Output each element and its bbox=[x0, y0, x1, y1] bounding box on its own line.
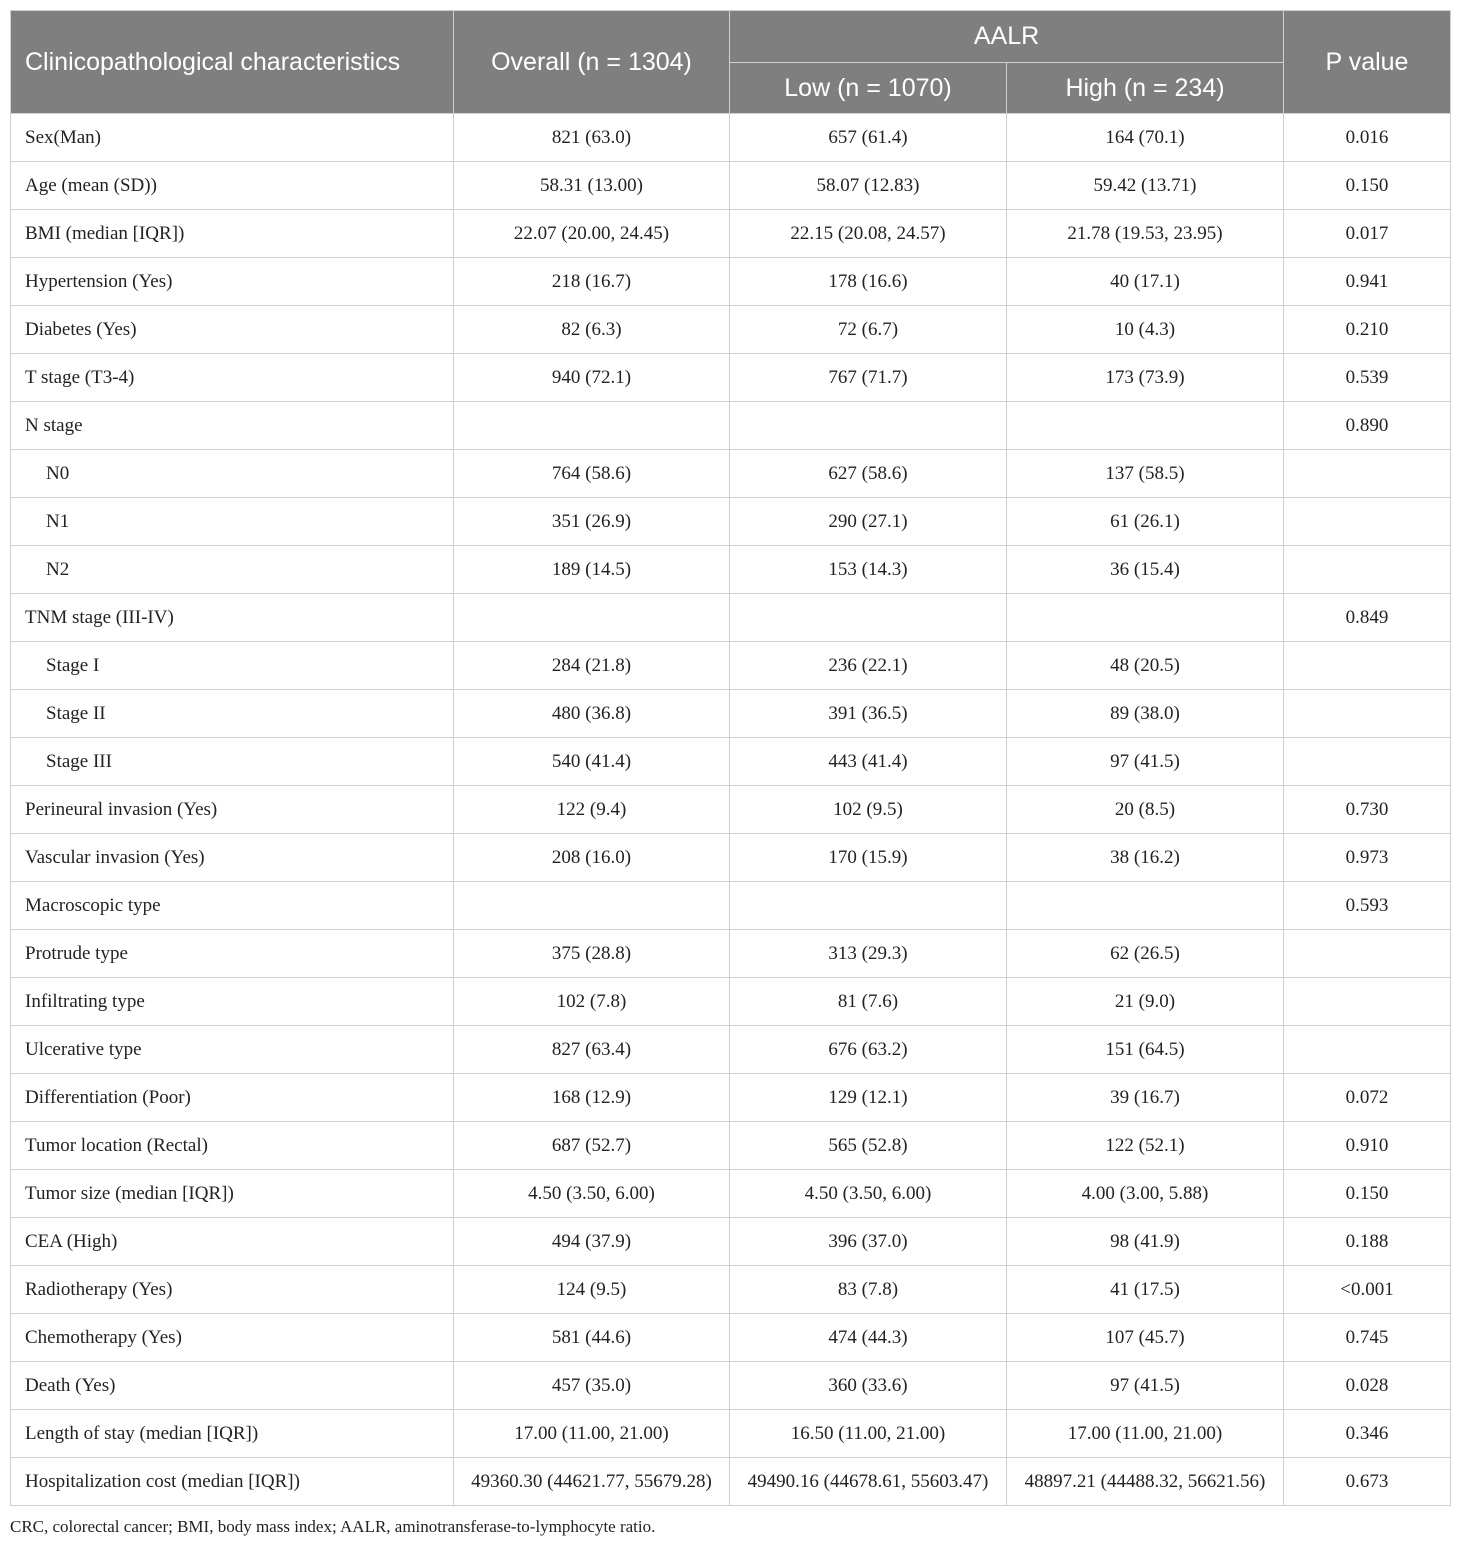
low-cell: 474 (44.3) bbox=[730, 1314, 1007, 1362]
overall-cell: 58.31 (13.00) bbox=[454, 162, 730, 210]
high-cell: 122 (52.1) bbox=[1007, 1122, 1284, 1170]
high-cell: 38 (16.2) bbox=[1007, 834, 1284, 882]
high-cell bbox=[1007, 882, 1284, 930]
table-row bbox=[11, 930, 1451, 978]
overall-cell: 4.50 (3.50, 6.00) bbox=[454, 1170, 730, 1218]
p-value-cell: 0.745 bbox=[1284, 1314, 1451, 1362]
table-container bbox=[10, 10, 1450, 1506]
low-cell bbox=[730, 402, 1007, 450]
high-cell: 97 (41.5) bbox=[1007, 1362, 1284, 1410]
overall-cell bbox=[454, 882, 730, 930]
table-row bbox=[11, 834, 1451, 882]
overall-cell: 17.00 (11.00, 21.00) bbox=[454, 1410, 730, 1458]
row-label-cell: Age (mean (SD)) bbox=[11, 162, 454, 210]
table-row bbox=[11, 1026, 1451, 1074]
low-cell: 236 (22.1) bbox=[730, 642, 1007, 690]
low-cell: 396 (37.0) bbox=[730, 1218, 1007, 1266]
table-row bbox=[11, 210, 1451, 258]
p-value-cell bbox=[1284, 738, 1451, 786]
overall-cell: 480 (36.8) bbox=[454, 690, 730, 738]
p-value-cell: 0.673 bbox=[1284, 1458, 1451, 1506]
p-value-cell bbox=[1284, 642, 1451, 690]
header-overall: Overall (n = 1304) bbox=[454, 11, 730, 114]
p-value-cell: 0.188 bbox=[1284, 1218, 1451, 1266]
p-value-cell bbox=[1284, 930, 1451, 978]
overall-cell: 22.07 (20.00, 24.45) bbox=[454, 210, 730, 258]
overall-cell: 764 (58.6) bbox=[454, 450, 730, 498]
low-cell bbox=[730, 594, 1007, 642]
row-label-cell: N2 bbox=[11, 546, 454, 594]
table-row bbox=[11, 1458, 1451, 1506]
low-cell: 49490.16 (44678.61, 55603.47) bbox=[730, 1458, 1007, 1506]
table-row bbox=[11, 1122, 1451, 1170]
table-row bbox=[11, 1218, 1451, 1266]
high-cell: 4.00 (3.00, 5.88) bbox=[1007, 1170, 1284, 1218]
header-low: Low (n = 1070) bbox=[730, 63, 1007, 114]
high-cell: 173 (73.9) bbox=[1007, 354, 1284, 402]
high-cell: 62 (26.5) bbox=[1007, 930, 1284, 978]
row-label-cell: Radiotherapy (Yes) bbox=[11, 1266, 454, 1314]
low-cell: 443 (41.4) bbox=[730, 738, 1007, 786]
low-cell: 72 (6.7) bbox=[730, 306, 1007, 354]
high-cell bbox=[1007, 402, 1284, 450]
low-cell: 170 (15.9) bbox=[730, 834, 1007, 882]
high-cell: 48 (20.5) bbox=[1007, 642, 1284, 690]
table-row bbox=[11, 1266, 1451, 1314]
high-cell: 10 (4.3) bbox=[1007, 306, 1284, 354]
row-label-cell: Stage I bbox=[11, 642, 454, 690]
overall-cell: 351 (26.9) bbox=[454, 498, 730, 546]
row-label-cell: Infiltrating type bbox=[11, 978, 454, 1026]
low-cell: 290 (27.1) bbox=[730, 498, 1007, 546]
p-value-cell: <0.001 bbox=[1284, 1266, 1451, 1314]
low-cell: 83 (7.8) bbox=[730, 1266, 1007, 1314]
p-value-cell: 0.849 bbox=[1284, 594, 1451, 642]
table-row bbox=[11, 114, 1451, 162]
table-row bbox=[11, 978, 1451, 1026]
p-value-cell: 0.730 bbox=[1284, 786, 1451, 834]
low-cell: 58.07 (12.83) bbox=[730, 162, 1007, 210]
p-value-cell bbox=[1284, 450, 1451, 498]
header-p-value: P value bbox=[1284, 11, 1451, 114]
row-label-cell: Death (Yes) bbox=[11, 1362, 454, 1410]
p-value-cell bbox=[1284, 498, 1451, 546]
high-cell bbox=[1007, 594, 1284, 642]
p-value-cell bbox=[1284, 1026, 1451, 1074]
row-label-cell: T stage (T3-4) bbox=[11, 354, 454, 402]
table-header bbox=[11, 11, 1451, 114]
low-cell: 102 (9.5) bbox=[730, 786, 1007, 834]
table-row bbox=[11, 738, 1451, 786]
table-row bbox=[11, 1074, 1451, 1122]
overall-cell: 821 (63.0) bbox=[454, 114, 730, 162]
overall-cell: 457 (35.0) bbox=[454, 1362, 730, 1410]
header-high: High (n = 234) bbox=[1007, 63, 1284, 114]
overall-cell: 122 (9.4) bbox=[454, 786, 730, 834]
row-label-cell: Tumor location (Rectal) bbox=[11, 1122, 454, 1170]
table-row bbox=[11, 786, 1451, 834]
low-cell: 178 (16.6) bbox=[730, 258, 1007, 306]
high-cell: 48897.21 (44488.32, 56621.56) bbox=[1007, 1458, 1284, 1506]
high-cell: 164 (70.1) bbox=[1007, 114, 1284, 162]
table-row bbox=[11, 1410, 1451, 1458]
overall-cell: 581 (44.6) bbox=[454, 1314, 730, 1362]
high-cell: 20 (8.5) bbox=[1007, 786, 1284, 834]
row-label-cell: N1 bbox=[11, 498, 454, 546]
p-value-cell: 0.973 bbox=[1284, 834, 1451, 882]
row-label-cell: Vascular invasion (Yes) bbox=[11, 834, 454, 882]
table-row bbox=[11, 450, 1451, 498]
low-cell: 627 (58.6) bbox=[730, 450, 1007, 498]
low-cell: 676 (63.2) bbox=[730, 1026, 1007, 1074]
overall-cell bbox=[454, 402, 730, 450]
table-row bbox=[11, 690, 1451, 738]
overall-cell: 494 (37.9) bbox=[454, 1218, 730, 1266]
p-value-cell: 0.539 bbox=[1284, 354, 1451, 402]
p-value-cell: 0.346 bbox=[1284, 1410, 1451, 1458]
overall-cell: 82 (6.3) bbox=[454, 306, 730, 354]
overall-cell: 124 (9.5) bbox=[454, 1266, 730, 1314]
p-value-cell: 0.941 bbox=[1284, 258, 1451, 306]
overall-cell: 208 (16.0) bbox=[454, 834, 730, 882]
overall-cell: 687 (52.7) bbox=[454, 1122, 730, 1170]
low-cell: 22.15 (20.08, 24.57) bbox=[730, 210, 1007, 258]
p-value-cell: 0.017 bbox=[1284, 210, 1451, 258]
row-label-cell: N0 bbox=[11, 450, 454, 498]
overall-cell: 827 (63.4) bbox=[454, 1026, 730, 1074]
overall-cell: 102 (7.8) bbox=[454, 978, 730, 1026]
high-cell: 36 (15.4) bbox=[1007, 546, 1284, 594]
table-row bbox=[11, 882, 1451, 930]
row-label-cell: N stage bbox=[11, 402, 454, 450]
high-cell: 40 (17.1) bbox=[1007, 258, 1284, 306]
high-cell: 97 (41.5) bbox=[1007, 738, 1284, 786]
table-row bbox=[11, 306, 1451, 354]
row-label-cell: Chemotherapy (Yes) bbox=[11, 1314, 454, 1362]
high-cell: 17.00 (11.00, 21.00) bbox=[1007, 1410, 1284, 1458]
overall-cell: 940 (72.1) bbox=[454, 354, 730, 402]
row-label-cell: Perineural invasion (Yes) bbox=[11, 786, 454, 834]
table-footnote: CRC, colorectal cancer; BMI, body mass index; AALR, aminotransferase-to-lymphocyte ratio. bbox=[10, 1517, 656, 1536]
row-label-cell: TNM stage (III-IV) bbox=[11, 594, 454, 642]
p-value-cell: 0.028 bbox=[1284, 1362, 1451, 1410]
low-cell: 129 (12.1) bbox=[730, 1074, 1007, 1122]
overall-cell: 540 (41.4) bbox=[454, 738, 730, 786]
high-cell: 98 (41.9) bbox=[1007, 1218, 1284, 1266]
p-value-cell bbox=[1284, 546, 1451, 594]
low-cell: 657 (61.4) bbox=[730, 114, 1007, 162]
table-row bbox=[11, 258, 1451, 306]
row-label-cell: Macroscopic type bbox=[11, 882, 454, 930]
table-row bbox=[11, 402, 1451, 450]
overall-cell: 189 (14.5) bbox=[454, 546, 730, 594]
p-value-cell bbox=[1284, 978, 1451, 1026]
row-label-cell: Stage II bbox=[11, 690, 454, 738]
overall-cell: 168 (12.9) bbox=[454, 1074, 730, 1122]
table-row bbox=[11, 498, 1451, 546]
row-label-cell: BMI (median [IQR]) bbox=[11, 210, 454, 258]
high-cell: 89 (38.0) bbox=[1007, 690, 1284, 738]
low-cell: 391 (36.5) bbox=[730, 690, 1007, 738]
row-label-cell: Diabetes (Yes) bbox=[11, 306, 454, 354]
high-cell: 59.42 (13.71) bbox=[1007, 162, 1284, 210]
row-label-cell: Sex(Man) bbox=[11, 114, 454, 162]
p-value-cell: 0.150 bbox=[1284, 162, 1451, 210]
row-label-cell: Stage III bbox=[11, 738, 454, 786]
table-row bbox=[11, 1314, 1451, 1362]
low-cell: 16.50 (11.00, 21.00) bbox=[730, 1410, 1007, 1458]
p-value-cell bbox=[1284, 690, 1451, 738]
high-cell: 61 (26.1) bbox=[1007, 498, 1284, 546]
table-row bbox=[11, 162, 1451, 210]
p-value-cell: 0.210 bbox=[1284, 306, 1451, 354]
p-value-cell: 0.593 bbox=[1284, 882, 1451, 930]
overall-cell: 49360.30 (44621.77, 55679.28) bbox=[454, 1458, 730, 1506]
row-label-cell: Tumor size (median [IQR]) bbox=[11, 1170, 454, 1218]
low-cell: 4.50 (3.50, 6.00) bbox=[730, 1170, 1007, 1218]
p-value-cell: 0.016 bbox=[1284, 114, 1451, 162]
p-value-cell: 0.890 bbox=[1284, 402, 1451, 450]
table-row bbox=[11, 546, 1451, 594]
table-row bbox=[11, 1362, 1451, 1410]
row-label-cell: Differentiation (Poor) bbox=[11, 1074, 454, 1122]
low-cell bbox=[730, 882, 1007, 930]
overall-cell: 284 (21.8) bbox=[454, 642, 730, 690]
header-aalr-group: AALR bbox=[730, 11, 1284, 63]
high-cell: 41 (17.5) bbox=[1007, 1266, 1284, 1314]
low-cell: 81 (7.6) bbox=[730, 978, 1007, 1026]
row-label-cell: Length of stay (median [IQR]) bbox=[11, 1410, 454, 1458]
low-cell: 360 (33.6) bbox=[730, 1362, 1007, 1410]
table-row bbox=[11, 354, 1451, 402]
overall-cell: 375 (28.8) bbox=[454, 930, 730, 978]
p-value-cell: 0.150 bbox=[1284, 1170, 1451, 1218]
overall-cell bbox=[454, 594, 730, 642]
overall-cell: 218 (16.7) bbox=[454, 258, 730, 306]
low-cell: 313 (29.3) bbox=[730, 930, 1007, 978]
high-cell: 39 (16.7) bbox=[1007, 1074, 1284, 1122]
table-row bbox=[11, 642, 1451, 690]
high-cell: 137 (58.5) bbox=[1007, 450, 1284, 498]
row-label-cell: CEA (High) bbox=[11, 1218, 454, 1266]
header-characteristics: Clinicopathological characteristics bbox=[11, 11, 454, 114]
table-row bbox=[11, 1170, 1451, 1218]
high-cell: 151 (64.5) bbox=[1007, 1026, 1284, 1074]
low-cell: 153 (14.3) bbox=[730, 546, 1007, 594]
high-cell: 21.78 (19.53, 23.95) bbox=[1007, 210, 1284, 258]
p-value-cell: 0.910 bbox=[1284, 1122, 1451, 1170]
row-label-cell: Protrude type bbox=[11, 930, 454, 978]
high-cell: 21 (9.0) bbox=[1007, 978, 1284, 1026]
row-label-cell: Hypertension (Yes) bbox=[11, 258, 454, 306]
low-cell: 565 (52.8) bbox=[730, 1122, 1007, 1170]
p-value-cell: 0.072 bbox=[1284, 1074, 1451, 1122]
row-label-cell: Hospitalization cost (median [IQR]) bbox=[11, 1458, 454, 1506]
low-cell: 767 (71.7) bbox=[730, 354, 1007, 402]
high-cell: 107 (45.7) bbox=[1007, 1314, 1284, 1362]
table-body bbox=[11, 114, 1451, 1506]
clinicopathological-table bbox=[10, 10, 1451, 1506]
row-label-cell: Ulcerative type bbox=[11, 1026, 454, 1074]
table-row bbox=[11, 594, 1451, 642]
